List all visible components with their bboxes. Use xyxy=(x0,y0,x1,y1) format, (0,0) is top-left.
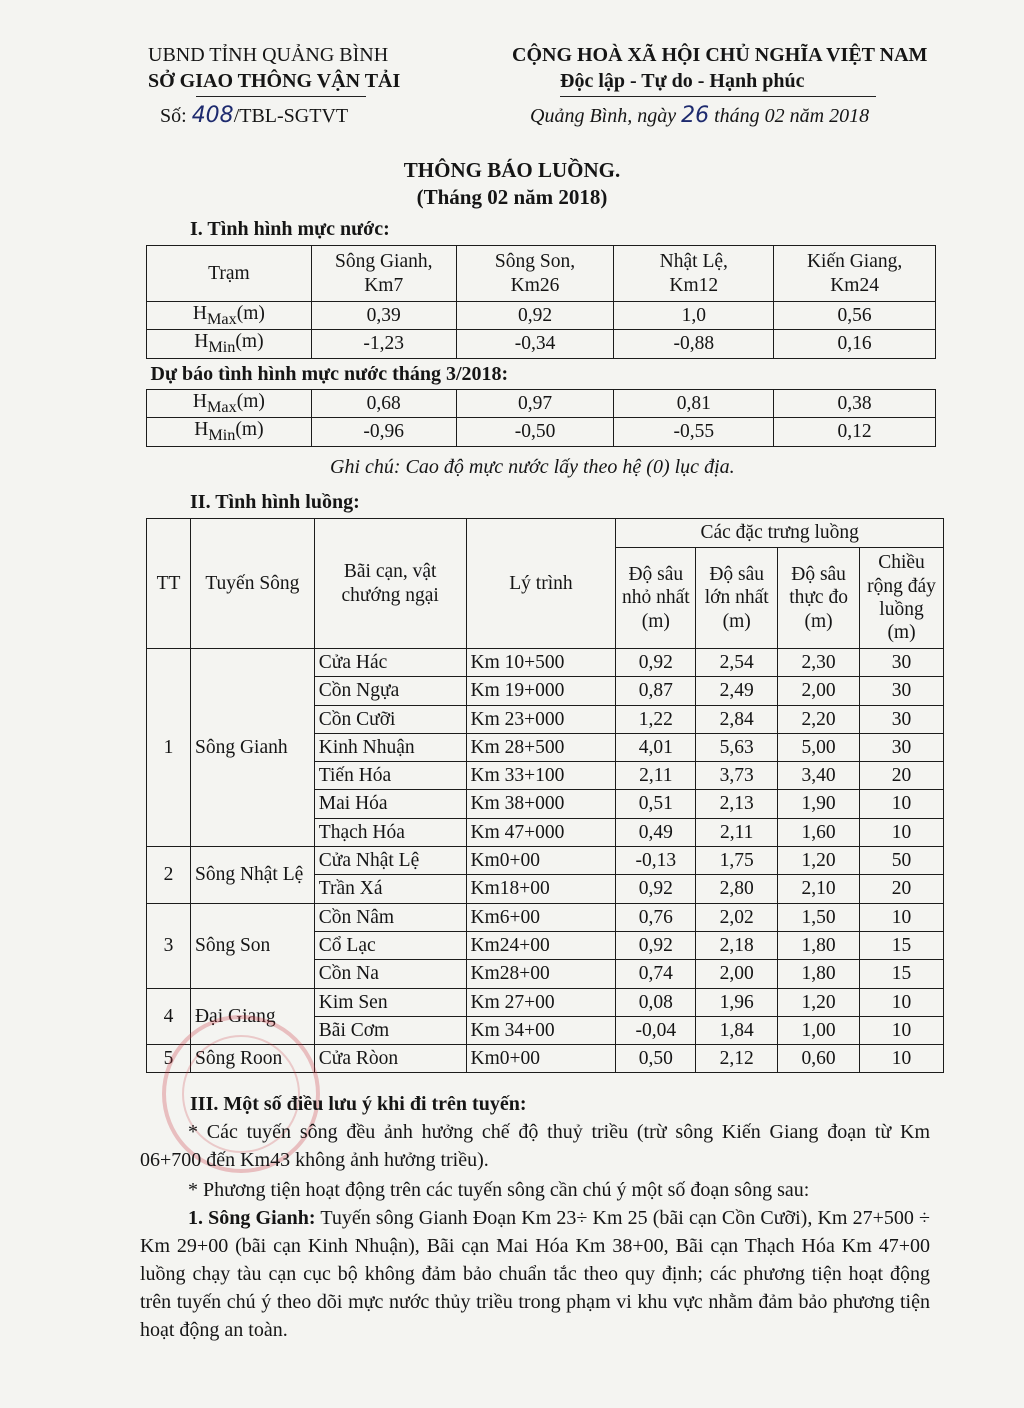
row-tt: 1 xyxy=(147,649,191,847)
row-dmin: -0,13 xyxy=(616,847,696,875)
value-cell: 0,16 xyxy=(774,330,936,358)
row-dmax: 2,11 xyxy=(696,818,778,846)
row-dmax: 2,18 xyxy=(696,931,778,959)
doc-number xyxy=(160,103,348,128)
section-notes-title: III. Một số điều lưu ý khi đi trên tuyến: xyxy=(190,1093,527,1115)
h-subscript: Min xyxy=(208,338,236,357)
row-dmax: 2,49 xyxy=(696,677,778,705)
row-width: 30 xyxy=(860,649,944,677)
water-level-note: Ghi chú: Cao độ mực nước lấy theo hệ (0) lục địa. xyxy=(330,456,735,478)
row-km: Km 34+00 xyxy=(466,1016,616,1044)
row-dmax: 2,54 xyxy=(696,649,778,677)
row-width: 10 xyxy=(860,988,944,1016)
header-route: Tuyến Sông xyxy=(190,519,314,649)
row-route: Sông Gianh xyxy=(190,649,314,847)
document-subtitle: (Tháng 02 năm 2018) xyxy=(416,185,608,209)
value-cell: 0,97 xyxy=(456,389,614,417)
hmin-label xyxy=(147,418,312,446)
row-dmin: 4,01 xyxy=(616,733,696,761)
header-width: Chiều rộng đáy luồng (m) xyxy=(860,548,944,649)
row-km: Km 47+000 xyxy=(466,818,616,846)
row-dmax: 1,75 xyxy=(696,847,778,875)
row-km: Km 23+000 xyxy=(466,705,616,733)
nation-title: CỘNG HOÀ XÃ HỘI CHỦ NGHĨA VIỆT NAM xyxy=(512,44,928,66)
station-header-cell xyxy=(311,246,456,302)
header-dmeas: Độ sâu thực đo (m) xyxy=(778,548,860,649)
station-header-cell xyxy=(774,246,936,302)
row-dmeas: 1,80 xyxy=(778,931,860,959)
row-tt: 3 xyxy=(147,903,191,988)
row-dmin: 0,76 xyxy=(616,903,696,931)
national-motto: Độc lập - Tự do - Hạnh phúc xyxy=(560,70,805,92)
row-obstacle: Cửa Hác xyxy=(314,649,466,677)
row-obstacle: Cồn Ngựa xyxy=(314,677,466,705)
row-dmin: 0,50 xyxy=(616,1045,696,1073)
row-km: Km6+00 xyxy=(466,903,616,931)
row-km: Km28+00 xyxy=(466,960,616,988)
date-prefix: Quảng Bình, ngày xyxy=(530,105,677,127)
row-dmeas: 0,60 xyxy=(778,1045,860,1073)
station-name: Kiến Giang, xyxy=(806,251,903,273)
station-name: Nhật Lệ, xyxy=(659,251,728,273)
value-cell: 0,39 xyxy=(311,302,456,330)
station-km: Km26 xyxy=(510,274,560,296)
note-paragraph-2: * Phương tiện hoạt động trên các tuyến sông cần chú ý một số đoạn sông sau: xyxy=(188,1179,810,1201)
row-dmax: 2,84 xyxy=(696,705,778,733)
row-obstacle: Cồn Na xyxy=(314,960,466,988)
h-unit: (m) xyxy=(236,303,265,324)
header-dmin: Độ sâu nhỏ nhất (m) xyxy=(616,548,696,649)
row-obstacle: Tiến Hóa xyxy=(314,762,466,790)
row-dmeas: 2,00 xyxy=(778,677,860,705)
station-header: Trạm xyxy=(147,246,312,302)
value-cell: -0,88 xyxy=(614,330,774,358)
row-dmax: 5,63 xyxy=(696,733,778,761)
row-dmin: 0,92 xyxy=(616,649,696,677)
row-width: 30 xyxy=(860,677,944,705)
water-level-header-row xyxy=(147,246,936,302)
row-route: Sông Roon xyxy=(190,1045,314,1073)
value-cell: 1,0 xyxy=(614,302,774,330)
note-paragraph-3 xyxy=(140,1204,930,1344)
row-dmin: 0,08 xyxy=(616,988,696,1016)
row-obstacle: Cồn Nâm xyxy=(314,903,466,931)
row-width: 15 xyxy=(860,960,944,988)
row-dmeas: 2,10 xyxy=(778,875,860,903)
row-obstacle: Kinh Nhuận xyxy=(314,733,466,761)
row-km: Km0+00 xyxy=(466,1045,616,1073)
channel-table-head xyxy=(147,519,944,649)
row-width: 10 xyxy=(860,1016,944,1044)
value-cell: -0,96 xyxy=(311,418,456,446)
document-title: THÔNG BÁO LUỒNG. xyxy=(403,158,621,182)
row-width: 10 xyxy=(860,790,944,818)
table-row xyxy=(147,903,944,931)
row-dmeas: 1,20 xyxy=(778,988,860,1016)
row-width: 20 xyxy=(860,762,944,790)
row-dmeas: 1,20 xyxy=(778,847,860,875)
date-suffix: tháng 02 năm 2018 xyxy=(714,105,870,127)
row-dmeas: 1,90 xyxy=(778,790,860,818)
forecast-title-row xyxy=(147,358,936,389)
org-line2: SỞ GIAO THÔNG VẬN TẢI xyxy=(148,70,401,92)
value-cell: 0,92 xyxy=(456,302,614,330)
row-tt: 5 xyxy=(147,1045,191,1073)
row-dmax: 3,73 xyxy=(696,762,778,790)
h-symbol: H xyxy=(194,331,209,353)
value-cell: 0,68 xyxy=(311,389,456,417)
header-km: Lý trình xyxy=(466,519,616,649)
row-dmax: 2,12 xyxy=(696,1045,778,1073)
row-dmax: 1,96 xyxy=(696,988,778,1016)
row-width: 30 xyxy=(860,705,944,733)
forecast-hmin-row xyxy=(147,418,936,446)
row-dmin: 2,11 xyxy=(616,762,696,790)
row-obstacle: Trần Xá xyxy=(314,875,466,903)
header-obstacle: Bãi cạn, vật chướng ngại xyxy=(314,519,466,649)
doc-number-suffix: /TBL-SGTVT xyxy=(233,105,349,127)
row-width: 15 xyxy=(860,931,944,959)
section-water-level-title: I. Tình hình mực nước: xyxy=(190,218,390,240)
h-subscript: Min xyxy=(208,426,236,445)
station-km: Km24 xyxy=(830,274,879,296)
date-day-handwritten: 26 xyxy=(681,103,710,128)
value-cell: -1,23 xyxy=(311,330,456,358)
table-row xyxy=(147,649,944,677)
h-subscript: Max xyxy=(206,397,237,416)
value-cell: 0,12 xyxy=(774,418,936,446)
row-width: 30 xyxy=(860,733,944,761)
station-header-cell xyxy=(614,246,774,302)
row-dmax: 2,00 xyxy=(696,960,778,988)
row-obstacle: Cửa Nhật Lệ xyxy=(314,847,466,875)
channel-table-body xyxy=(147,649,944,1073)
row-km: Km 19+000 xyxy=(466,677,616,705)
row-dmeas: 1,60 xyxy=(778,818,860,846)
row-dmin: 0,49 xyxy=(616,818,696,846)
row-dmin: 1,22 xyxy=(616,705,696,733)
h-unit: (m) xyxy=(235,419,264,441)
hmax-label xyxy=(147,302,312,330)
value-cell: -0,34 xyxy=(456,330,614,358)
row-km: Km 10+500 xyxy=(466,649,616,677)
h-subscript: Max xyxy=(206,309,237,328)
row-tt: 4 xyxy=(147,988,191,1045)
row-obstacle: Cửa Ròon xyxy=(314,1045,466,1073)
water-level-table xyxy=(146,245,936,447)
station-name: Sông Gianh, xyxy=(334,251,433,273)
row-dmax: 2,02 xyxy=(696,903,778,931)
value-cell: -0,55 xyxy=(614,418,774,446)
h-symbol: H xyxy=(192,390,207,412)
row-route: Đại Giang xyxy=(190,988,314,1045)
org-line1: UBND TỈNH QUẢNG BÌNH xyxy=(148,44,389,66)
header-dmax: Độ sâu lớn nhất (m) xyxy=(696,548,778,649)
doc-number-prefix: Số: xyxy=(160,105,187,127)
row-width: 20 xyxy=(860,875,944,903)
row-dmeas: 1,00 xyxy=(778,1016,860,1044)
value-cell: 0,38 xyxy=(774,389,936,417)
section-channel-title: II. Tình hình luồng: xyxy=(190,491,360,513)
h-symbol: H xyxy=(194,419,209,441)
hmin-row xyxy=(147,330,936,358)
row-width: 10 xyxy=(860,818,944,846)
note-paragraph-1: * Các tuyến sông đều ảnh hưởng chế độ thuỷ triều (trừ sông Kiến Giang đoạn từ Km 06+700 đến Km43 không ảnh hưởng triều). xyxy=(140,1121,930,1171)
row-km: Km24+00 xyxy=(466,931,616,959)
row-route: Sông Son xyxy=(190,903,314,988)
row-dmin: 0,92 xyxy=(616,875,696,903)
row-obstacle: Cồn Cưỡi xyxy=(314,705,466,733)
row-obstacle: Kim Sen xyxy=(314,988,466,1016)
row-km: Km0+00 xyxy=(466,847,616,875)
row-dmax: 2,80 xyxy=(696,875,778,903)
row-width: 50 xyxy=(860,847,944,875)
station-km: Km12 xyxy=(669,274,719,296)
channel-table xyxy=(146,518,944,1073)
note-paragraph-3-heading: 1. Sông Gianh: xyxy=(188,1207,316,1229)
row-tt: 2 xyxy=(147,847,191,904)
row-dmeas: 5,00 xyxy=(778,733,860,761)
h-unit: (m) xyxy=(236,390,265,412)
issue-date xyxy=(530,103,869,128)
note-paragraph-3-text: Tuyến sông Gianh Đoạn Km 23÷ Km 25 (bãi cạn Cồn Cưỡi), Km 27+500 ÷ Km 29+00 (bãi cạn Kinh Nhuận), Bãi cạn Mai Hóa Km 38+00, Bãi cạn Thạch Hóa Km 47+00 luồng chạy tàu cạn cục bộ không đảm bảo chuẩn tắc theo quy định; các phương tiện hoạt động trên tuyến chú ý theo dõi mực nước thủy triều trong phạm vi khu vực nhằm đảm bảo phương tiện hoạt động an toàn. xyxy=(140,1207,931,1341)
doc-number-handwritten: 408 xyxy=(191,103,234,128)
org-underline xyxy=(196,96,366,97)
row-km: Km18+00 xyxy=(466,875,616,903)
row-obstacle: Bãi Cơm xyxy=(314,1016,466,1044)
value-cell: 0,81 xyxy=(614,389,774,417)
row-dmax: 2,13 xyxy=(696,790,778,818)
row-obstacle: Thạch Hóa xyxy=(314,818,466,846)
row-route: Sông Nhật Lệ xyxy=(190,847,314,904)
row-dmin: -0,04 xyxy=(616,1016,696,1044)
row-dmeas: 2,30 xyxy=(778,649,860,677)
row-width: 10 xyxy=(860,1045,944,1073)
h-symbol: H xyxy=(192,303,207,324)
row-dmin: 0,74 xyxy=(616,960,696,988)
row-dmeas: 1,80 xyxy=(778,960,860,988)
row-km: Km 27+00 xyxy=(466,988,616,1016)
row-dmax: 1,84 xyxy=(696,1016,778,1044)
row-width: 10 xyxy=(860,903,944,931)
row-dmin: 0,87 xyxy=(616,677,696,705)
hmax-label xyxy=(147,389,312,417)
forecast-hmax-row xyxy=(147,389,936,417)
motto-underline xyxy=(560,96,876,97)
h-unit: (m) xyxy=(235,331,264,353)
station-name: Sông Son, xyxy=(494,251,576,273)
row-km: Km 33+100 xyxy=(466,762,616,790)
row-dmin: 0,92 xyxy=(616,931,696,959)
row-km: Km 38+000 xyxy=(466,790,616,818)
hmax-row xyxy=(147,302,936,330)
header-group: Các đặc trưng luồng xyxy=(616,519,944,548)
row-dmeas: 3,40 xyxy=(778,762,860,790)
channel-header-row xyxy=(147,519,944,548)
value-cell: -0,50 xyxy=(456,418,614,446)
forecast-title: Dự báo tình hình mực nước tháng 3/2018: xyxy=(147,358,936,389)
row-km: Km 28+500 xyxy=(466,733,616,761)
row-obstacle: Mai Hóa xyxy=(314,790,466,818)
value-cell: 0,56 xyxy=(774,302,936,330)
row-dmin: 0,51 xyxy=(616,790,696,818)
row-dmeas: 1,50 xyxy=(778,903,860,931)
header-tt: TT xyxy=(147,519,191,649)
hmin-label xyxy=(147,330,312,358)
row-obstacle: Cổ Lạc xyxy=(314,931,466,959)
station-km: Km7 xyxy=(364,274,404,296)
table-row xyxy=(147,988,944,1016)
row-dmeas: 2,20 xyxy=(778,705,860,733)
table-row xyxy=(147,847,944,875)
station-header-cell xyxy=(456,246,614,302)
